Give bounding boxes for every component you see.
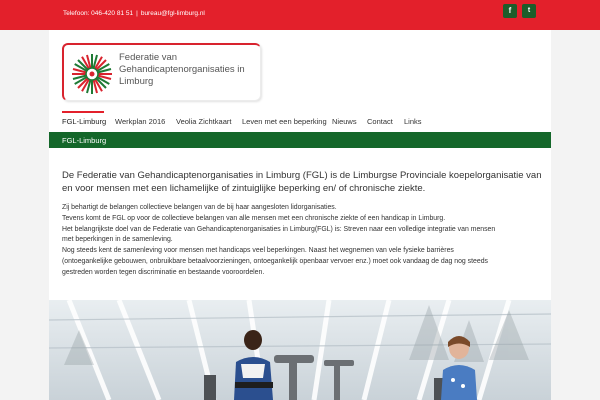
nav-item-contact[interactable]: Contact [367, 117, 393, 126]
body-line: Nog steeds kent de samenleving voor mensen met handicaps veel beperkingen. Naast het wegnemen van vele fysieke barrières [62, 247, 454, 255]
nav-item-leven-met-een-beperking[interactable]: Leven met een beperking [242, 117, 327, 126]
intro-line-2: en voor mensen met een lichamelijke of zintuiglijke beperking en/ of chronische ziekte. [62, 183, 426, 194]
site-logo[interactable] [62, 43, 261, 101]
body-line: Tevens komt de FGL op voor de collectieve belangen van alle mensen met een chronische ziekte of een handicap in Limburg. [62, 214, 446, 222]
logo-line-1: Federatie van [119, 52, 178, 63]
gym-photo-illustration [49, 300, 551, 400]
logo-line-3: Limburg [119, 76, 154, 87]
facebook-icon[interactable]: f [503, 4, 517, 18]
logo-line-2: Gehandicaptenorganisaties in [119, 64, 245, 75]
main-nav [49, 111, 551, 132]
twitter-icon[interactable]: t [522, 4, 536, 18]
intro-paragraph [62, 169, 542, 195]
body-line: (ontoegankelijke gebouwen, onbruikbare betaalvoorzieningen, ontoegankelijk openbaar vervoer enz.) moet ook vandaag de dag nog steeds [62, 257, 488, 265]
body-line: Zij behartigt de belangen collectieve belangen van de bij haar aangesloten lidorganisaties. [62, 204, 337, 211]
phone-number: Telefoon: 046-420 81 51 [63, 10, 134, 17]
contact-separator: | [136, 10, 138, 17]
page-title-bar [49, 132, 551, 148]
top-bar [0, 0, 600, 30]
nav-item-nieuws[interactable]: Nieuws [332, 117, 357, 126]
body-line: met beperkingen in de samenleving. [62, 236, 173, 244]
logo-text [119, 52, 259, 88]
intro-line-1: De Federatie van Gehandicaptenorganisaties in Limburg (FGL) is de Limburgse Provinciale koepelorganisatie van [62, 170, 542, 181]
nav-active-indicator [62, 111, 104, 113]
nav-item-werkplan-2016[interactable]: Werkplan 2016 [115, 117, 166, 126]
nav-item-links[interactable]: Links [404, 117, 422, 126]
nav-item-fgl-limburg[interactable]: FGL-Limburg [62, 117, 107, 126]
page-title: FGL-Limburg [62, 136, 107, 145]
logo-emblem-icon [70, 52, 114, 96]
body-line: Het belangrijkste doel van de Federatie van Gehandicaptenorganisaties in Limburg(FGL) is: Streven naar een volledige integratie van mensen [62, 225, 496, 233]
body-line: gestreden worden tegen discriminatie en bestaande vooroordelen. [62, 268, 265, 276]
body-text [62, 203, 547, 279]
main-content [49, 148, 551, 300]
email-link[interactable]: bureau@fgl-limburg.nl [140, 10, 205, 17]
nav-item-veolia-zichtkaart[interactable]: Veolia Zichtkaart [176, 117, 232, 126]
hero-photo [49, 300, 551, 400]
contact-info [63, 10, 205, 17]
